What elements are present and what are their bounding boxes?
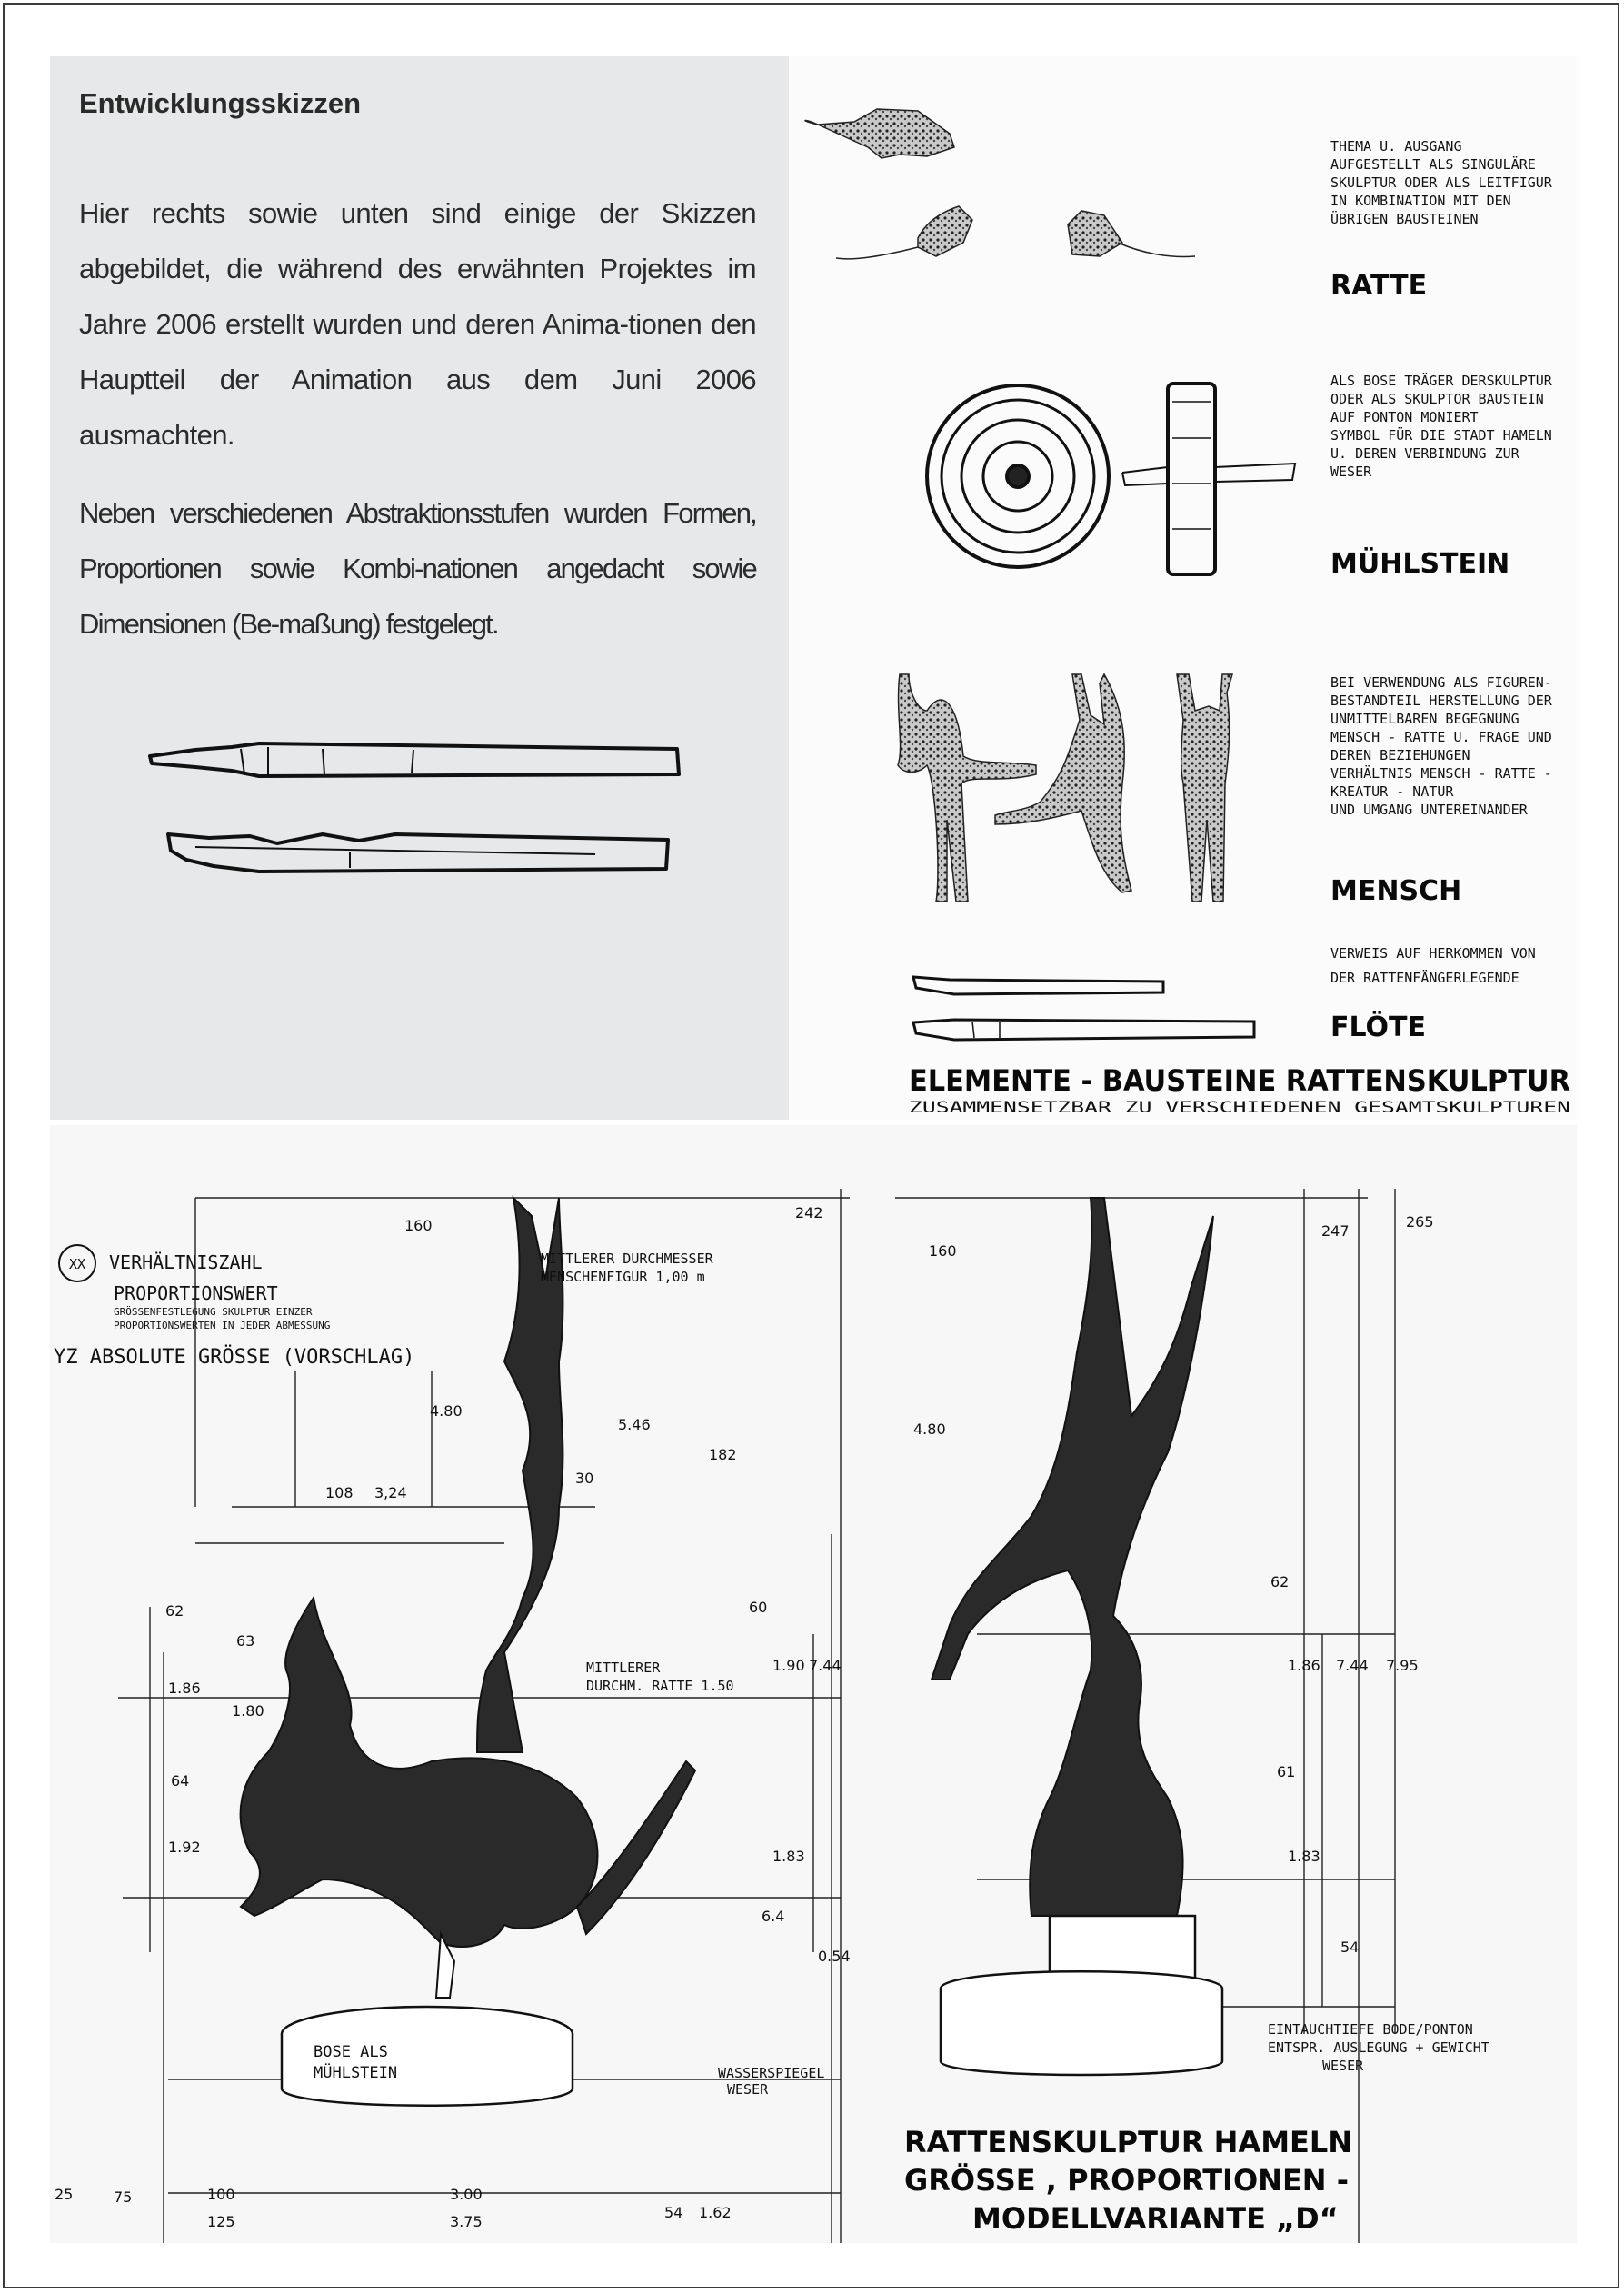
left-sculpture — [241, 1198, 695, 1998]
svg-text:265: 265 — [1406, 1213, 1434, 1231]
svg-text:4.80: 4.80 — [430, 1402, 463, 1420]
svg-text:100: 100 — [207, 2186, 235, 2203]
svg-text:54: 54 — [1340, 1939, 1360, 1956]
svg-text:BOSE ALS: BOSE ALS — [314, 2043, 388, 2061]
svg-text:WESER: WESER — [1322, 2058, 1364, 2074]
svg-text:3.75: 3.75 — [450, 2213, 483, 2230]
svg-text:VERHÄLTNIS MENSCH - RATTE -: VERHÄLTNIS MENSCH - RATTE - — [1330, 765, 1552, 782]
svg-text:UNMITTELBAREN BEGEGNUNG: UNMITTELBAREN BEGEGNUNG — [1330, 711, 1519, 727]
technical-drawing-panel — [50, 1125, 1577, 2243]
svg-text:MITTLERER DURCHMESSER: MITTLERER DURCHMESSER — [541, 1251, 713, 1267]
svg-text:25: 25 — [55, 2186, 74, 2203]
svg-text:7.44: 7.44 — [809, 1657, 842, 1674]
svg-text:MENSCHENFIGUR 1,00 m: MENSCHENFIGUR 1,00 m — [541, 1269, 705, 1285]
svg-text:247: 247 — [1321, 1222, 1350, 1240]
note-human — [541, 1251, 714, 1285]
note-ratte — [1330, 138, 1553, 227]
millstone-figure — [927, 384, 1295, 574]
svg-text:IN KOMBINATION MIT DEN: IN KOMBINATION MIT DEN — [1330, 193, 1511, 209]
svg-text:75: 75 — [114, 2188, 133, 2206]
svg-text:SYMBOL FÜR DIE STADT HAMELN: SYMBOL FÜR DIE STADT HAMELN — [1330, 427, 1552, 444]
svg-text:1.83: 1.83 — [772, 1848, 805, 1865]
svg-text:MODELLVARIANTE „D“: MODELLVARIANTE „D“ — [972, 2201, 1339, 2236]
text-panel — [50, 56, 789, 1120]
svg-text:AUFGESTELLT ALS SINGULÄRE: AUFGESTELLT ALS SINGULÄRE — [1330, 156, 1536, 173]
label-ratte: RATTE — [1330, 270, 1428, 302]
svg-text:BEI VERWENDUNG ALS FIGUREN-: BEI VERWENDUNG ALS FIGUREN- — [1330, 674, 1552, 691]
section-heading: Entwicklungsskizzen — [79, 87, 362, 119]
svg-text:125: 125 — [207, 2213, 235, 2230]
svg-text:EINTAUCHTIEFE BODE/PONTON: EINTAUCHTIEFE BODE/PONTON — [1268, 2021, 1473, 2038]
svg-text:0.54: 0.54 — [818, 1948, 851, 1965]
svg-text:1.90: 1.90 — [772, 1657, 805, 1674]
svg-text:WESER: WESER — [727, 2081, 769, 2098]
drawing-title — [904, 2125, 1352, 2236]
svg-text:VERWEIS AUF HERKOMMEN VON: VERWEIS AUF HERKOMMEN VON — [1330, 945, 1536, 962]
svg-text:62: 62 — [165, 1602, 184, 1620]
intro-paragraph: Hier rechts sowie unten sind einige der Skizzen abgebildet, die während des erwähnten Projektes im Jahre 2006 erstellt wurden und deren Anima-tionen den Hauptteil der Animation aus dem Juni 2006 ausmachten. — [79, 197, 756, 451]
svg-text:61: 61 — [1277, 1763, 1296, 1780]
note-rat — [586, 1660, 734, 1694]
svg-text:MENSCH - RATTE U. FRAGE UND: MENSCH - RATTE U. FRAGE UND — [1330, 729, 1552, 745]
svg-text:THEMA U. AUSGANG: THEMA U. AUSGANG — [1330, 138, 1462, 155]
svg-text:5.46: 5.46 — [618, 1416, 651, 1433]
svg-text:160: 160 — [929, 1242, 957, 1260]
svg-text:4.80: 4.80 — [913, 1421, 946, 1438]
svg-text:62: 62 — [1270, 1573, 1290, 1590]
svg-text:WASSERSPIEGEL: WASSERSPIEGEL — [718, 2065, 825, 2081]
svg-text:30: 30 — [575, 1470, 594, 1487]
right-sculpture — [932, 1198, 1213, 1916]
svg-text:3,24: 3,24 — [374, 1484, 407, 1501]
svg-text:1.92: 1.92 — [168, 1839, 201, 1856]
right-base — [941, 1916, 1222, 2075]
svg-text:ÜBRIGEN BAUSTEINEN: ÜBRIGEN BAUSTEINEN — [1330, 211, 1479, 227]
svg-text:242: 242 — [795, 1204, 823, 1221]
right-dimension-lines — [895, 1189, 1395, 2243]
svg-text:ALS BOSE TRÄGER DERSKULPTUR: ALS BOSE TRÄGER DERSKULPTUR — [1330, 373, 1552, 389]
svg-text:DER RATTENFÄNGERLEGENDE: DER RATTENFÄNGERLEGENDE — [1330, 970, 1519, 986]
svg-text:YZ ABSOLUTE GRÖSSE (VORSCHLAG): YZ ABSOLUTE GRÖSSE (VORSCHLAG) — [54, 1346, 415, 1369]
note-water — [718, 2065, 824, 2098]
svg-text:DEREN BEZIEHUNGEN: DEREN BEZIEHUNGEN — [1330, 747, 1470, 763]
svg-text:ODER ALS SKULPTOR BAUSTEIN: ODER ALS SKULPTOR BAUSTEIN — [1330, 391, 1544, 407]
svg-text:1.86: 1.86 — [1288, 1657, 1320, 1674]
note-mensch — [1330, 674, 1553, 818]
svg-text:1.62: 1.62 — [699, 2204, 732, 2221]
svg-text:160: 160 — [404, 1217, 433, 1234]
svg-text:64: 64 — [171, 1772, 190, 1790]
label-mensch: MENSCH — [1330, 875, 1462, 907]
svg-text:WESER: WESER — [1330, 464, 1372, 480]
elements-sketch-panel — [791, 56, 1577, 1120]
elements-sketch — [791, 56, 1577, 1120]
elements-title: ELEMENTE - BAUSTEINE RATTENSKULPTUR — [909, 1063, 1570, 1098]
svg-text:1.83: 1.83 — [1288, 1848, 1320, 1865]
human-figures — [898, 674, 1232, 902]
svg-text:MÜHLSTEIN: MÜHLSTEIN — [314, 2064, 398, 2082]
svg-text:U. DEREN VERBINDUNG ZUR: U. DEREN VERBINDUNG ZUR — [1330, 445, 1519, 462]
svg-text:GRÖSSE , PROPORTIONEN -: GRÖSSE , PROPORTIONEN - — [904, 2163, 1349, 2198]
rat-figures — [805, 109, 1195, 259]
method-paragraph: Neben verschiedenen Abstraktionsstufen wurden Formen, Proportionen sowie Kombi-nationen angedacht sowie Dimensionen (Be-maßung) festgelegt. — [79, 497, 756, 640]
svg-text:SKULPTUR ODER ALS LEITFIGUR: SKULPTUR ODER ALS LEITFIGUR — [1330, 174, 1552, 191]
svg-text:7.95: 7.95 — [1386, 1657, 1419, 1674]
svg-text:AUF PONTON MONIERT: AUF PONTON MONIERT — [1330, 409, 1479, 425]
svg-text:DURCHM. RATTE 1.50: DURCHM. RATTE 1.50 — [586, 1678, 734, 1694]
note-floete — [1330, 945, 1536, 986]
technical-drawing — [50, 1125, 1577, 2243]
svg-text:ENTSPR. AUSLEGUNG + GEWICHT: ENTSPR. AUSLEGUNG + GEWICHT — [1268, 2039, 1489, 2056]
svg-text:UND UMGANG UNTEREINANDER: UND UMGANG UNTEREINANDER — [1330, 802, 1528, 818]
svg-text:108: 108 — [325, 1484, 354, 1501]
svg-text:PROPORTIONSWERTEN IN JEDER ABM: PROPORTIONSWERTEN IN JEDER ABMESSUNG — [114, 1320, 331, 1331]
flute-figures — [913, 977, 1254, 1040]
svg-text:6.4: 6.4 — [762, 1908, 785, 1925]
svg-text:XX: XX — [68, 1256, 86, 1272]
svg-text:VERHÄLTNISZAHL: VERHÄLTNISZAHL — [109, 1251, 263, 1273]
svg-text:1.80: 1.80 — [232, 1702, 264, 1720]
label-muehlstein: MÜHLSTEIN — [1330, 548, 1510, 580]
elements-subtitle: ZUSAMMENSETZBAR ZU VERSCHIEDENEN GESAMTSKULPTUREN — [909, 1099, 1570, 1117]
svg-text:182: 182 — [709, 1446, 737, 1463]
svg-text:RATTENSKULPTUR HAMELN: RATTENSKULPTUR HAMELN — [904, 2125, 1353, 2159]
note-muehlstein — [1330, 372, 1553, 480]
svg-text:60: 60 — [749, 1599, 768, 1616]
svg-text:PROPORTIONSWERT: PROPORTIONSWERT — [114, 1282, 278, 1304]
svg-text:MITTLERER: MITTLERER — [586, 1660, 661, 1676]
note-ponton — [1268, 2021, 1489, 2074]
svg-text:GRÖSSENFESTLEGUNG SKULPTUR EIN: GRÖSSENFESTLEGUNG SKULPTUR EINZER — [114, 1306, 313, 1318]
svg-text:3.00: 3.00 — [450, 2186, 483, 2203]
svg-text:1.86: 1.86 — [168, 1680, 201, 1697]
label-floete: FLÖTE — [1330, 1012, 1426, 1043]
svg-text:7.44: 7.44 — [1336, 1657, 1369, 1674]
svg-text:54: 54 — [664, 2204, 683, 2221]
svg-text:BESTANDTEIL HERSTELLUNG DER: BESTANDTEIL HERSTELLUNG DER — [1330, 693, 1552, 709]
svg-text:63: 63 — [236, 1632, 255, 1650]
legend — [54, 1245, 414, 1369]
flute-sketch — [50, 56, 789, 1120]
svg-text:KREATUR - NATUR: KREATUR - NATUR — [1330, 783, 1454, 800]
